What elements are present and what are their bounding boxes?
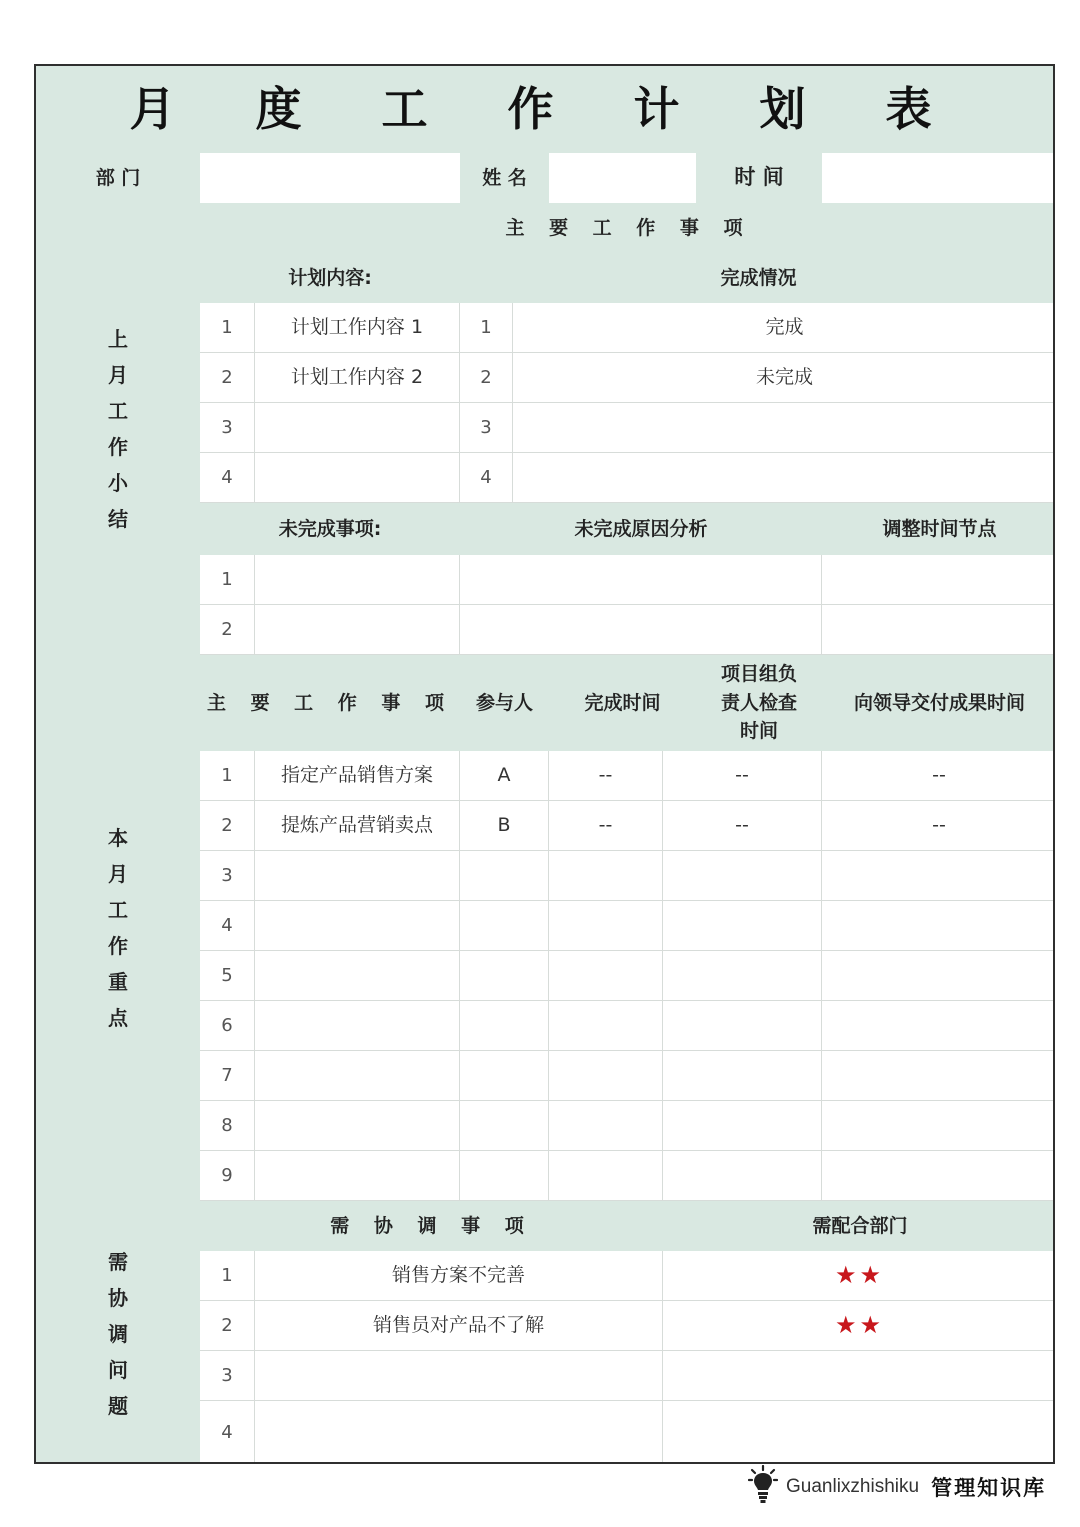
section-coordination-char: 问 (108, 1357, 128, 1382)
coordination-row-number: 2 (200, 1301, 255, 1351)
coordination-item-cell[interactable]: 销售方案不完善 (255, 1251, 663, 1301)
task-row-number: 6 (200, 1001, 255, 1051)
adjust-time-cell[interactable] (822, 605, 1055, 655)
task-header: 主 要 工 作 事 项 (200, 655, 460, 751)
section-last-month-char: 工 (108, 399, 128, 423)
cooperating-dept-rating[interactable]: ★★ (663, 1301, 1055, 1351)
section-coordination-char: 需 (108, 1249, 128, 1274)
deliver-time-cell[interactable] (822, 901, 1055, 951)
plan-content-header: 计划内容: (200, 253, 460, 303)
monthly-plan-sheet (34, 64, 1055, 1464)
status-cell[interactable] (513, 403, 1055, 453)
check-time-cell[interactable]: -- (663, 801, 822, 851)
participant-cell[interactable] (460, 1101, 549, 1151)
task-row-number: 1 (200, 751, 255, 801)
task-row-number: 9 (200, 1151, 255, 1201)
coordination-item-cell[interactable] (255, 1351, 663, 1401)
finish-time-cell[interactable]: -- (549, 751, 663, 801)
participant-cell[interactable] (460, 951, 549, 1001)
task-row-number: 8 (200, 1101, 255, 1151)
finish-time-cell[interactable] (549, 1151, 663, 1201)
footer (748, 1465, 1046, 1509)
last-month-main-header: 主 要 工 作 事 项 (200, 203, 1055, 253)
task-cell[interactable]: 提炼产品营销卖点 (255, 801, 460, 851)
section-this-month (36, 655, 200, 1201)
section-this-month-char: 本 (108, 826, 128, 850)
coordination-item-cell[interactable]: 销售员对产品不了解 (255, 1301, 663, 1351)
task-cell[interactable] (255, 1101, 460, 1151)
status-row-number: 2 (460, 353, 513, 403)
participant-cell[interactable] (460, 1051, 549, 1101)
section-this-month-char: 月 (108, 862, 128, 886)
task-cell[interactable] (255, 951, 460, 1001)
unfinished-item-cell[interactable] (255, 555, 460, 605)
section-last-month-char: 作 (108, 435, 128, 459)
section-last-month-char: 小 (108, 471, 128, 495)
unfinished-reason-cell[interactable] (460, 605, 822, 655)
adjust-time-cell[interactable] (822, 555, 1055, 605)
status-row-number: 3 (460, 403, 513, 453)
task-row-number: 3 (200, 851, 255, 901)
cooperating-dept-header: 需配合部门 (663, 1201, 1055, 1251)
task-row-number: 4 (200, 901, 255, 951)
section-last-month (36, 203, 200, 655)
status-row-number: 1 (460, 303, 513, 353)
finish-time-header: 完成时间 (549, 655, 696, 751)
section-coordination-char: 题 (108, 1393, 128, 1418)
department-label: 部 门 (36, 153, 200, 203)
finish-time-cell[interactable] (549, 851, 663, 901)
coordination-row-number: 4 (200, 1401, 255, 1464)
brand-name-cn: 管理知识库 (931, 1475, 1047, 1500)
coordination-row-number: 3 (200, 1351, 255, 1401)
time-field[interactable] (822, 153, 1055, 203)
deliver-time-cell[interactable] (822, 1051, 1055, 1101)
section-this-month-char: 作 (108, 934, 128, 958)
time-label: 时 间 (696, 153, 822, 203)
finish-time-cell[interactable] (549, 1051, 663, 1101)
unfinished-reason-header: 未完成原因分析 (460, 503, 822, 555)
task-cell[interactable] (255, 851, 460, 901)
plan-content-cell[interactable] (255, 453, 460, 503)
section-last-month-char: 月 (108, 363, 128, 387)
coordination-item-cell[interactable] (255, 1401, 663, 1464)
check-time-cell[interactable] (663, 951, 822, 1001)
task-cell[interactable] (255, 1151, 460, 1201)
name-label: 姓 名 (460, 153, 549, 203)
status-header: 完成情况 (460, 253, 1055, 303)
brand-name: Guanlixzhishiku (786, 1476, 920, 1497)
check-time-header: 项目组负责人检查时间 (696, 655, 822, 751)
participant-cell[interactable] (460, 1001, 549, 1051)
deliver-time-cell[interactable]: -- (822, 751, 1055, 801)
task-row-number: 5 (200, 951, 255, 1001)
section-coordination (36, 1201, 200, 1464)
check-time-cell[interactable]: -- (663, 751, 822, 801)
section-this-month-char: 工 (108, 898, 128, 922)
task-cell[interactable]: 指定产品销售方案 (255, 751, 460, 801)
section-this-month-char: 点 (108, 1006, 128, 1030)
section-last-month-char: 结 (108, 507, 128, 531)
section-last-month-char: 上 (108, 327, 128, 351)
plan-content-cell[interactable]: 计划工作内容 1 (255, 303, 460, 353)
unfinished-row-number: 2 (200, 605, 255, 655)
deliver-time-cell[interactable] (822, 1001, 1055, 1051)
plan-row-number: 3 (200, 403, 255, 453)
plan-row-number: 1 (200, 303, 255, 353)
status-cell[interactable]: 完成 (513, 303, 1055, 353)
check-time-cell[interactable] (663, 1151, 822, 1201)
participant-cell[interactable] (460, 1151, 549, 1201)
participant-cell[interactable]: B (460, 801, 549, 851)
adjust-time-header: 调整时间节点 (822, 503, 1055, 555)
deliver-time-cell[interactable] (822, 851, 1055, 901)
task-cell[interactable] (255, 1051, 460, 1101)
finish-time-cell[interactable] (549, 1001, 663, 1051)
finish-time-cell[interactable]: -- (549, 801, 663, 851)
cooperating-dept-rating[interactable] (663, 1351, 1055, 1401)
section-coordination-char: 调 (108, 1321, 128, 1346)
unfinished-items-header: 未完成事项: (200, 503, 460, 555)
participant-cell[interactable]: A (460, 751, 549, 801)
page-title: 月 度 工 作 计 划 表 (129, 81, 964, 136)
coordination-row-number: 1 (200, 1251, 255, 1301)
plan-content-cell[interactable] (255, 403, 460, 453)
section-this-month-char: 重 (108, 970, 128, 994)
coordination-item-header: 需 协 调 事 项 (200, 1201, 663, 1251)
finish-time-cell[interactable] (549, 901, 663, 951)
deliver-time-header: 向领导交付成果时间 (822, 655, 1055, 751)
task-row-number: 2 (200, 801, 255, 851)
department-field[interactable] (200, 153, 460, 203)
task-row-number: 7 (200, 1051, 255, 1101)
task-cell[interactable] (255, 1001, 460, 1051)
participant-header: 参与人 (460, 655, 549, 751)
unfinished-row-number: 1 (200, 555, 255, 605)
status-cell[interactable] (513, 453, 1055, 503)
deliver-time-cell[interactable] (822, 951, 1055, 1001)
deliver-time-cell[interactable] (822, 1101, 1055, 1151)
deliver-time-cell[interactable]: -- (822, 801, 1055, 851)
plan-row-number: 4 (200, 453, 255, 503)
status-row-number: 4 (460, 453, 513, 503)
deliver-time-cell[interactable] (822, 1151, 1055, 1201)
participant-cell[interactable] (460, 851, 549, 901)
plan-row-number: 2 (200, 353, 255, 403)
cooperating-dept-rating[interactable] (663, 1401, 1055, 1464)
finish-time-cell[interactable] (549, 951, 663, 1001)
lightbulb-icon (748, 1465, 778, 1509)
check-time-cell[interactable] (663, 1101, 822, 1151)
finish-time-cell[interactable] (549, 1101, 663, 1151)
unfinished-reason-cell[interactable] (460, 555, 822, 605)
participant-cell[interactable] (460, 901, 549, 951)
check-time-cell[interactable] (663, 851, 822, 901)
unfinished-item-cell[interactable] (255, 605, 460, 655)
section-coordination-char: 协 (108, 1285, 128, 1310)
plan-content-cell[interactable]: 计划工作内容 2 (255, 353, 460, 403)
check-time-cell[interactable] (663, 1051, 822, 1101)
status-cell[interactable]: 未完成 (513, 353, 1055, 403)
check-time-cell[interactable] (663, 901, 822, 951)
task-cell[interactable] (255, 901, 460, 951)
name-field[interactable] (549, 153, 696, 203)
check-time-cell[interactable] (663, 1001, 822, 1051)
cooperating-dept-rating[interactable]: ★★ (663, 1251, 1055, 1301)
